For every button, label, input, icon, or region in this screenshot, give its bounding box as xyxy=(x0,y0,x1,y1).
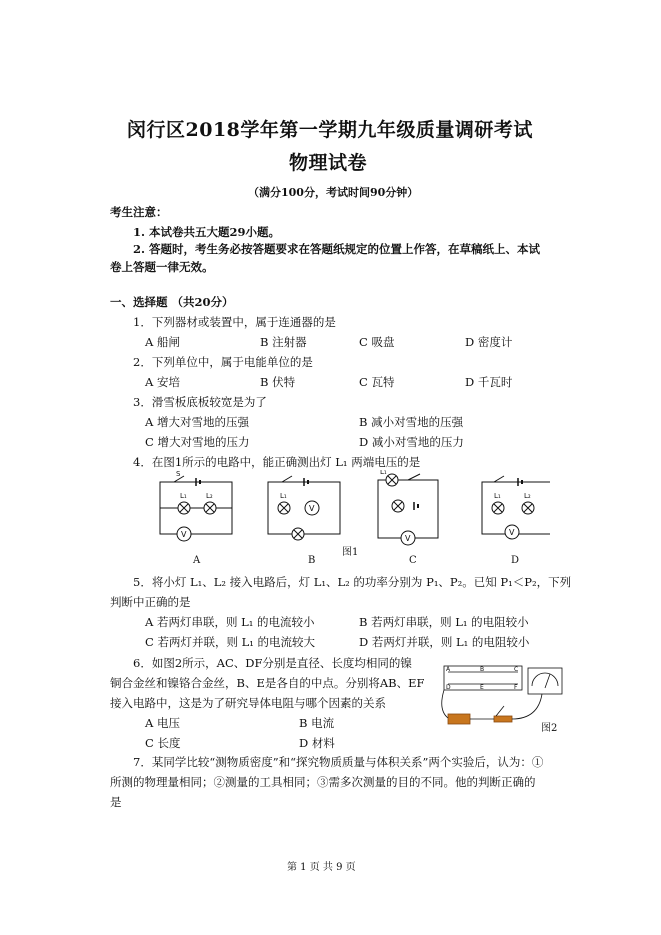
question-1-stem: 1．下列器材或装置中，属于连通器的是 xyxy=(133,315,336,329)
question-6-stem-line3: 接入电路中，这是为了研究导体电阻与哪个因素的关系 xyxy=(110,696,386,710)
figure-1-label-b: B xyxy=(308,555,316,566)
question-6-stem-line2: 铜合金丝和镍铬合金丝，B、E是各自的中点。分别将AB、EF xyxy=(110,676,425,690)
figure-1-label-c: C xyxy=(409,555,417,566)
figure-1-circuits xyxy=(150,470,550,550)
wire-label-b: B xyxy=(480,666,485,673)
lamp1-label: L₁ xyxy=(494,492,501,500)
lamp1-label: L₁ xyxy=(180,492,187,500)
figure-2-caption: 图2 xyxy=(541,723,558,734)
question-7-stem-line1: 7．某同学比较“测物质密度”和“探究物质质量与体积关系”两个实验后，认为：① xyxy=(133,755,544,769)
question-6-option-d: D 材料 xyxy=(299,736,335,750)
question-5-stem-line1: 5．将小灯 L₁、L₂ 接入电路后，灯 L₁、L₂ 的功率分别为 P₁、P₂。已知 P₁＜P₂，下列 xyxy=(133,575,572,589)
page-title: 闵行区2018学年第一学期九年级质量调研考试 xyxy=(127,119,533,141)
question-3-stem: 3．滑雪板底板较宽是为了 xyxy=(133,395,267,409)
circuit-a xyxy=(160,470,232,541)
wire-label-e: E xyxy=(480,684,484,691)
question-6-stem-line1: 6．如图2所示，AC、DF分别是直径、长度均相同的镍 xyxy=(133,656,412,670)
question-7-stem-line2: 所测的物理量相同；②测量的工具相同；③需多次测量的目的不同。他的判断正确的 xyxy=(110,775,536,789)
question-3-option-a: A 增大对雪地的压强 xyxy=(145,415,249,429)
circuit-b xyxy=(268,476,340,540)
notice-item-2-line2: 卷上答题一律无效。 xyxy=(110,260,214,274)
question-6-option-a: A 电压 xyxy=(145,716,180,730)
question-1-option-c: C 吸盘 xyxy=(359,335,395,349)
question-1-option-d: D 密度计 xyxy=(465,335,513,349)
lamp1-label: L₁ xyxy=(380,470,387,476)
wire-label-c: C xyxy=(514,666,519,673)
notice-heading: 考生注意： xyxy=(110,205,168,219)
question-5-option-c: C 若两灯并联，则 L₁ 的电流较大 xyxy=(145,635,316,649)
question-5-option-d: D 若两灯并联，则 L₁ 的电阻较小 xyxy=(359,635,530,649)
circuit-c xyxy=(378,470,438,545)
voltmeter-label: V xyxy=(405,534,411,543)
question-7-stem-line3: 是 xyxy=(110,795,122,809)
figure-1-label-d: D xyxy=(511,555,520,566)
lamp2-label: L₂ xyxy=(206,492,213,500)
question-5-option-a: A 若两灯串联，则 L₁ 的电流较小 xyxy=(145,615,315,629)
question-2-option-b: B 伏特 xyxy=(260,375,296,389)
circuit-d xyxy=(482,476,550,539)
question-6-option-b: B 电流 xyxy=(299,716,335,730)
voltmeter-label: V xyxy=(309,504,315,513)
question-3-option-c: C 增大对雪地的压力 xyxy=(145,435,250,449)
question-2-option-a: A 安培 xyxy=(145,375,180,389)
section-heading: 一、选择题 （共20分） xyxy=(110,295,234,309)
wire-label-d: D xyxy=(446,684,451,691)
question-1-option-b: B 注射器 xyxy=(260,335,307,349)
page-subtitle-title: 物理试卷 xyxy=(289,152,368,174)
wire-label-a: A xyxy=(446,666,451,673)
notice-item-2-line1: 2. 答题时，考生务必按答题要求在答题纸规定的位置上作答，在草稿纸上、本试 xyxy=(133,242,541,256)
figure-1-caption: 图1 xyxy=(342,547,359,558)
lamp2-label: L₂ xyxy=(524,492,531,500)
switch-label: S xyxy=(176,470,181,478)
question-2-option-c: C 瓦特 xyxy=(359,375,395,389)
question-6-option-c: C 长度 xyxy=(145,736,181,750)
lamp1-label: L₁ xyxy=(280,492,287,500)
question-5-option-b: B 若两灯串联，则 L₁ 的电阻较小 xyxy=(359,615,529,629)
question-2-option-d: D 千瓦时 xyxy=(465,375,513,389)
page-number: 第 1 页 共 9 页 xyxy=(287,862,356,873)
question-3-option-d: D 减小对雪地的压力 xyxy=(359,435,464,449)
wire-label-f: F xyxy=(514,684,518,691)
question-2-stem: 2．下列单位中，属于电能单位的是 xyxy=(133,355,313,369)
figure-1-label-a: A xyxy=(193,555,201,566)
voltmeter-label: V xyxy=(509,528,515,537)
voltmeter-label: V xyxy=(181,530,187,539)
question-3-option-b: B 减小对雪地的压强 xyxy=(359,415,464,429)
question-1-option-a: A 船闸 xyxy=(145,335,180,349)
question-4-stem: 4．在图1所示的电路中，能正确测出灯 L₁ 两端电压的是 xyxy=(133,455,421,469)
exam-meta: （满分100分，考试时间90分钟） xyxy=(248,186,419,199)
notice-item-1: 1. 本试卷共五大题29小题。 xyxy=(133,225,281,239)
question-5-stem-line2: 判断中正确的是 xyxy=(110,595,191,609)
